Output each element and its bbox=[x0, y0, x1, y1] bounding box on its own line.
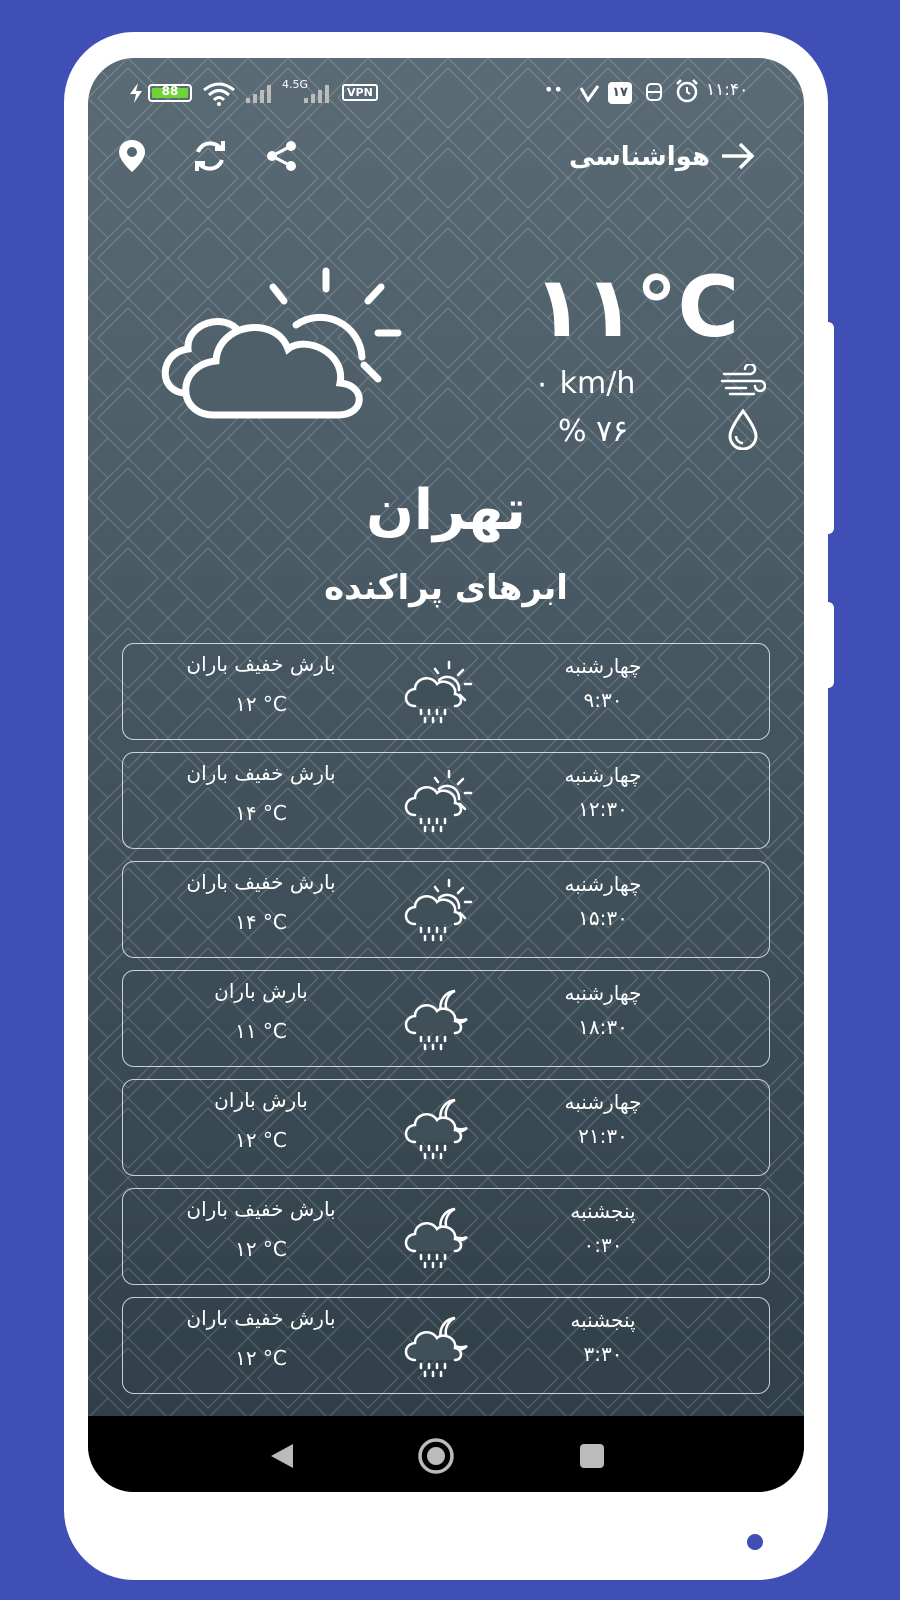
wifi-icon bbox=[202, 80, 236, 106]
forecast-day: چهارشنبه bbox=[564, 763, 642, 787]
nav-recents-button[interactable] bbox=[572, 1436, 612, 1476]
forecast-temperature: ۱۲ °C bbox=[235, 692, 287, 716]
humidity: % ۷۶ bbox=[558, 414, 629, 449]
forecast-item[interactable] bbox=[122, 1188, 770, 1285]
forecast-temperature: ۱۲ °C bbox=[235, 1346, 287, 1370]
forecast-temperature: ۱۲ °C bbox=[235, 1128, 287, 1152]
forecast-time: ۱۵:۳۰ bbox=[578, 906, 628, 930]
forecast-time: ۰:۳۰ bbox=[583, 1233, 623, 1257]
rain-moon-icon bbox=[401, 1203, 475, 1273]
forecast-item[interactable] bbox=[122, 643, 770, 740]
sensor-dot bbox=[747, 1534, 763, 1550]
square-recents-icon bbox=[578, 1442, 606, 1470]
forecast-condition: بارش باران bbox=[214, 979, 308, 1003]
forecast-list bbox=[122, 643, 770, 1406]
signal-icon-1 bbox=[244, 82, 274, 104]
status-bar bbox=[88, 58, 804, 128]
refresh-icon bbox=[191, 137, 229, 175]
alarm-icon bbox=[674, 78, 700, 104]
forecast-day: چهارشنبه bbox=[564, 654, 642, 678]
forecast-condition: بارش خفیف باران bbox=[186, 761, 336, 785]
current-temperature: ۱۱°C bbox=[532, 258, 742, 356]
city-name: تهران bbox=[366, 478, 526, 543]
water-drop-icon bbox=[726, 408, 760, 450]
clock: ۱۱:۴۰ bbox=[706, 80, 749, 100]
vpn-badge: VPN bbox=[342, 84, 378, 101]
navigation-bar bbox=[88, 1416, 804, 1492]
page-title: هواشناسی bbox=[568, 142, 710, 172]
rain-moon-icon bbox=[401, 1094, 475, 1164]
forecast-temperature: ۱۴ °C bbox=[235, 801, 287, 825]
forecast-temperature: ۱۱ °C bbox=[235, 1019, 287, 1043]
share-button[interactable] bbox=[260, 134, 304, 178]
forecast-day: پنجشنبه bbox=[570, 1308, 636, 1332]
forecast-item[interactable] bbox=[122, 1079, 770, 1176]
notification-dots: •• bbox=[544, 80, 563, 99]
rain-sun-icon bbox=[401, 658, 475, 728]
app-notification-icon bbox=[644, 80, 664, 104]
forecast-time: ۱۲:۳۰ bbox=[578, 797, 628, 821]
forecast-condition: بارش خفیف باران bbox=[186, 1306, 336, 1330]
app-screen bbox=[88, 58, 804, 1492]
nav-home-button[interactable] bbox=[416, 1436, 456, 1476]
forecast-item[interactable] bbox=[122, 861, 770, 958]
rain-moon-icon bbox=[401, 985, 475, 1055]
rain-sun-icon bbox=[401, 876, 475, 946]
forecast-time: ۹:۳۰ bbox=[583, 688, 623, 712]
wind-icon bbox=[720, 364, 766, 398]
partly-cloudy-icon bbox=[156, 263, 406, 423]
back-button[interactable] bbox=[716, 134, 760, 178]
forecast-day: چهارشنبه bbox=[564, 872, 642, 896]
weather-description: ابرهای پراکنده bbox=[324, 568, 568, 608]
location-icon bbox=[117, 138, 147, 174]
forecast-condition: بارش خفیف باران bbox=[186, 1197, 336, 1221]
volume-button bbox=[826, 322, 834, 534]
forecast-condition: بارش خفیف باران bbox=[186, 652, 336, 676]
charging-icon bbox=[128, 82, 144, 104]
circle-home-icon bbox=[417, 1437, 455, 1475]
notification-badge: ۱۷ bbox=[608, 82, 632, 104]
forecast-item[interactable] bbox=[122, 752, 770, 849]
network-type: 4.5G bbox=[282, 78, 309, 91]
forecast-day: چهارشنبه bbox=[564, 1090, 642, 1114]
forecast-item[interactable] bbox=[122, 1297, 770, 1394]
power-button bbox=[826, 602, 834, 688]
forecast-temperature: ۱۴ °C bbox=[235, 910, 287, 934]
share-icon bbox=[265, 139, 299, 173]
forecast-day: چهارشنبه bbox=[564, 981, 642, 1005]
signal-icon-2 bbox=[302, 82, 332, 104]
rain-moon-icon bbox=[401, 1312, 475, 1382]
forecast-day: پنجشنبه bbox=[570, 1199, 636, 1223]
refresh-button[interactable] bbox=[188, 134, 232, 178]
check-icon bbox=[578, 82, 600, 104]
location-button[interactable] bbox=[110, 134, 154, 178]
battery-level: 88 bbox=[161, 84, 179, 98]
arrow-right-icon bbox=[720, 141, 756, 171]
forecast-time: ۱۸:۳۰ bbox=[578, 1015, 628, 1039]
forecast-time: ۲۱:۳۰ bbox=[578, 1124, 628, 1148]
forecast-temperature: ۱۲ °C bbox=[235, 1237, 287, 1261]
rain-sun-icon bbox=[401, 767, 475, 837]
forecast-item[interactable] bbox=[122, 970, 770, 1067]
forecast-condition: بارش باران bbox=[214, 1088, 308, 1112]
forecast-time: ۳:۳۰ bbox=[583, 1342, 623, 1366]
battery-icon bbox=[148, 84, 192, 102]
forecast-condition: بارش خفیف باران bbox=[186, 870, 336, 894]
wind-speed: ۰ km/h bbox=[534, 366, 636, 401]
nav-back-button[interactable] bbox=[262, 1436, 302, 1476]
triangle-back-icon bbox=[269, 1442, 295, 1470]
